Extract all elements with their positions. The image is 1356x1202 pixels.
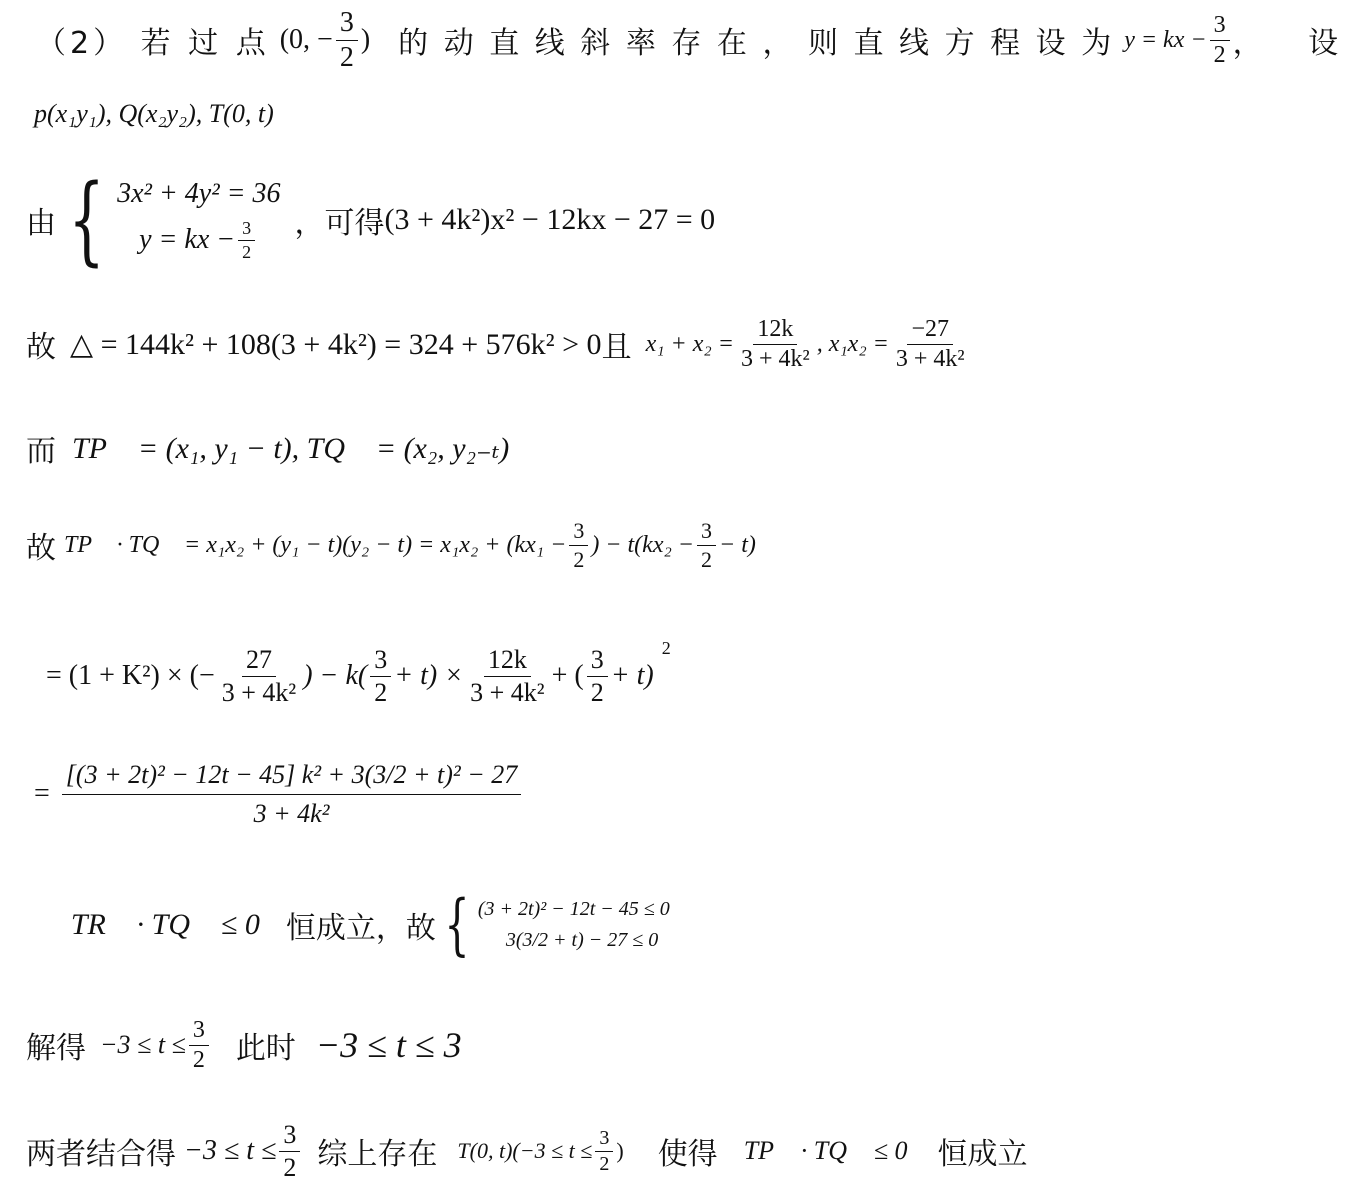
points-definition: p(x₁y₁), Q(x₂y₂), T(0, t) bbox=[34, 99, 274, 128]
fraction-denominator: 2 bbox=[374, 677, 388, 707]
line10-prefix: 解得 bbox=[26, 1031, 86, 1066]
fraction-denominator: 2 bbox=[242, 241, 252, 262]
fraction-denominator: 2 bbox=[573, 546, 585, 572]
line6-fraction-1 bbox=[569, 518, 588, 573]
line1-equation: y = kx − bbox=[1124, 26, 1207, 53]
fraction-numerator: [(3 + 2t)² − 12t − 45] k² + 3(3/2 + t)² − 27 bbox=[62, 760, 521, 795]
fraction-denominator: 2 bbox=[339, 41, 354, 73]
line-5 bbox=[26, 426, 509, 470]
line-2 bbox=[34, 94, 274, 134]
line6-prefix: 故 bbox=[26, 531, 56, 566]
line-3 bbox=[26, 164, 716, 276]
inequality-system bbox=[436, 886, 670, 963]
fraction-numerator: −27 bbox=[907, 316, 953, 345]
line11-mid: 综上存在 bbox=[317, 1137, 438, 1172]
fraction-denominator: 3 + 4k² bbox=[221, 677, 297, 707]
fraction-denominator: 2 bbox=[1213, 41, 1226, 68]
line1-eq-fraction bbox=[1210, 12, 1230, 69]
line6-fraction-2 bbox=[697, 518, 716, 573]
inequality-row-1: (3 + 2t)² − 12t − 45 ≤ 0 bbox=[477, 898, 670, 920]
fraction-numerator: 3 bbox=[189, 1017, 209, 1046]
fraction-denominator: 3 + 4k² bbox=[253, 798, 330, 828]
line1-text-a: （2） 若 过 点 bbox=[36, 26, 270, 61]
line6-text-b: ) − t(kx₂ − bbox=[591, 531, 695, 558]
fraction-numerator: 3 bbox=[238, 218, 255, 241]
line1-point-close: ) bbox=[360, 24, 371, 55]
line-8 bbox=[34, 752, 524, 836]
left-brace-icon: { bbox=[68, 164, 105, 276]
line9-text: 恒成立，故 bbox=[285, 911, 436, 946]
fraction-numerator: 3 bbox=[279, 1120, 300, 1152]
dot-product-expansion: TP⃗ · TQ⃗ = x₁x₂ + (y₁ − t)(y₂ − t) = x₁x₂ + (kx₁ − bbox=[64, 531, 567, 558]
line3-comma: ， bbox=[294, 206, 325, 241]
line1-text-c: ， 设 bbox=[1232, 26, 1356, 61]
line10-inequality: −3 ≤ t ≤ bbox=[100, 1030, 186, 1059]
fraction-numerator: 3 bbox=[370, 645, 391, 677]
discriminant: △ = 144k² + 108(3 + 4k²) = 324 + 576k² > 0 bbox=[70, 327, 602, 361]
line1-fraction bbox=[336, 7, 358, 74]
line7-fraction-2 bbox=[370, 645, 391, 708]
line-4 bbox=[26, 304, 972, 384]
line1-point: (0, − bbox=[279, 24, 333, 55]
left-brace-icon: { bbox=[444, 886, 470, 963]
fraction-numerator: 12k bbox=[484, 645, 531, 677]
system-row-2 bbox=[117, 218, 280, 263]
equation-system bbox=[56, 164, 281, 276]
line11-point-close: ) bbox=[616, 1138, 624, 1163]
line9-because: ∵ TR⃗ · TQ⃗ ≤ 0 bbox=[40, 908, 260, 941]
line11-point-fraction bbox=[595, 1127, 613, 1176]
line7-text-d: + ( bbox=[551, 660, 584, 691]
fraction-denominator: 3 + 4k² bbox=[740, 345, 810, 372]
line3-result-label: 可得 bbox=[324, 206, 385, 241]
line11-end: 恒成立 bbox=[937, 1137, 1028, 1172]
line7-text-a: = (1 + K²) × (− bbox=[46, 660, 215, 691]
line7-fraction-3 bbox=[466, 645, 548, 708]
line7-exponent: 2 bbox=[661, 638, 671, 658]
line-10 bbox=[26, 1010, 462, 1080]
fraction-denominator: 2 bbox=[599, 1152, 610, 1175]
fraction-numerator: 3 bbox=[587, 645, 608, 677]
line10-fraction bbox=[189, 1017, 209, 1074]
line11-so: 使得 bbox=[657, 1137, 718, 1172]
inequality-row-2: 3(3/2 + t) − 27 ≤ 0 bbox=[505, 929, 659, 951]
fraction-denominator: 3 + 4k² bbox=[470, 677, 545, 707]
line11-fraction bbox=[279, 1120, 300, 1183]
line1-text-b: 的 动 直 线 斜 率 存 在 ， 则 直 线 方 程 设 为 bbox=[398, 26, 1115, 61]
line7-fraction-4 bbox=[587, 645, 608, 708]
fraction-numerator: 3 bbox=[697, 518, 716, 546]
line-9 bbox=[40, 888, 670, 962]
line11-prefix: 两者结合得 bbox=[26, 1137, 176, 1172]
line7-text-c: + t) × bbox=[394, 660, 464, 691]
line3-prefix: 由 bbox=[26, 206, 56, 241]
fraction-numerator: 3 bbox=[595, 1127, 613, 1152]
vector-definitions: TP⃗ = (x₁, y₁ − t), TQ⃗ = (x₂, y₂₋ₜ) bbox=[72, 431, 510, 465]
fraction-denominator: 2 bbox=[701, 546, 713, 572]
fraction-numerator: 3 bbox=[569, 518, 588, 546]
line7-text-b: ) − k( bbox=[303, 660, 368, 691]
line10-inequality-2: −3 ≤ t ≤ 3 bbox=[315, 1025, 462, 1065]
inequality-rows bbox=[478, 898, 670, 952]
line6-text-c: − t) bbox=[719, 531, 756, 558]
line5-prefix: 而 bbox=[26, 434, 56, 469]
fraction-numerator: 12k bbox=[753, 316, 797, 345]
fraction-numerator: 3 bbox=[336, 7, 358, 41]
root-product: , x₁x₂ = bbox=[816, 330, 889, 357]
system-row-2-fraction bbox=[238, 218, 255, 263]
fraction-numerator: 3 bbox=[1210, 12, 1230, 41]
line7-text-e: + t) bbox=[610, 660, 654, 691]
system-rows bbox=[117, 178, 280, 263]
line-7 bbox=[46, 638, 671, 714]
system-row-1: 3x² + 4y² = 36 bbox=[117, 177, 281, 209]
line3-result: (3 + 4k²)x² − 12kx − 27 = 0 bbox=[384, 203, 716, 236]
root-sum: x₁ + x₂ = bbox=[645, 330, 734, 357]
line4-prefix: 故 bbox=[26, 330, 56, 365]
fraction-denominator: 2 bbox=[590, 677, 604, 707]
fraction-denominator: 2 bbox=[192, 1046, 205, 1073]
line8-equals: = bbox=[34, 778, 50, 809]
combined-fraction bbox=[62, 760, 521, 829]
line11-point: T(0, t)(−3 ≤ t ≤ bbox=[457, 1138, 593, 1163]
line11-inequality: −3 ≤ t ≤ bbox=[184, 1135, 277, 1166]
fraction-denominator: 3 + 4k² bbox=[895, 345, 965, 372]
fraction-numerator: 27 bbox=[242, 645, 276, 677]
line-1 bbox=[36, 6, 1356, 73]
line4-and: 且 bbox=[601, 330, 632, 365]
root-sum-fraction bbox=[737, 316, 814, 373]
root-product-fraction bbox=[892, 316, 969, 373]
line10-mid: 此时 bbox=[235, 1031, 296, 1066]
fraction-denominator: 2 bbox=[283, 1152, 297, 1182]
line-6 bbox=[26, 510, 756, 580]
line11-condition: TP⃗ · TQ⃗ ≤ 0 bbox=[743, 1136, 908, 1165]
system-row-2-text: y = kx − bbox=[139, 224, 236, 255]
line7-fraction-1 bbox=[218, 645, 300, 708]
line-11 bbox=[26, 1116, 1027, 1186]
